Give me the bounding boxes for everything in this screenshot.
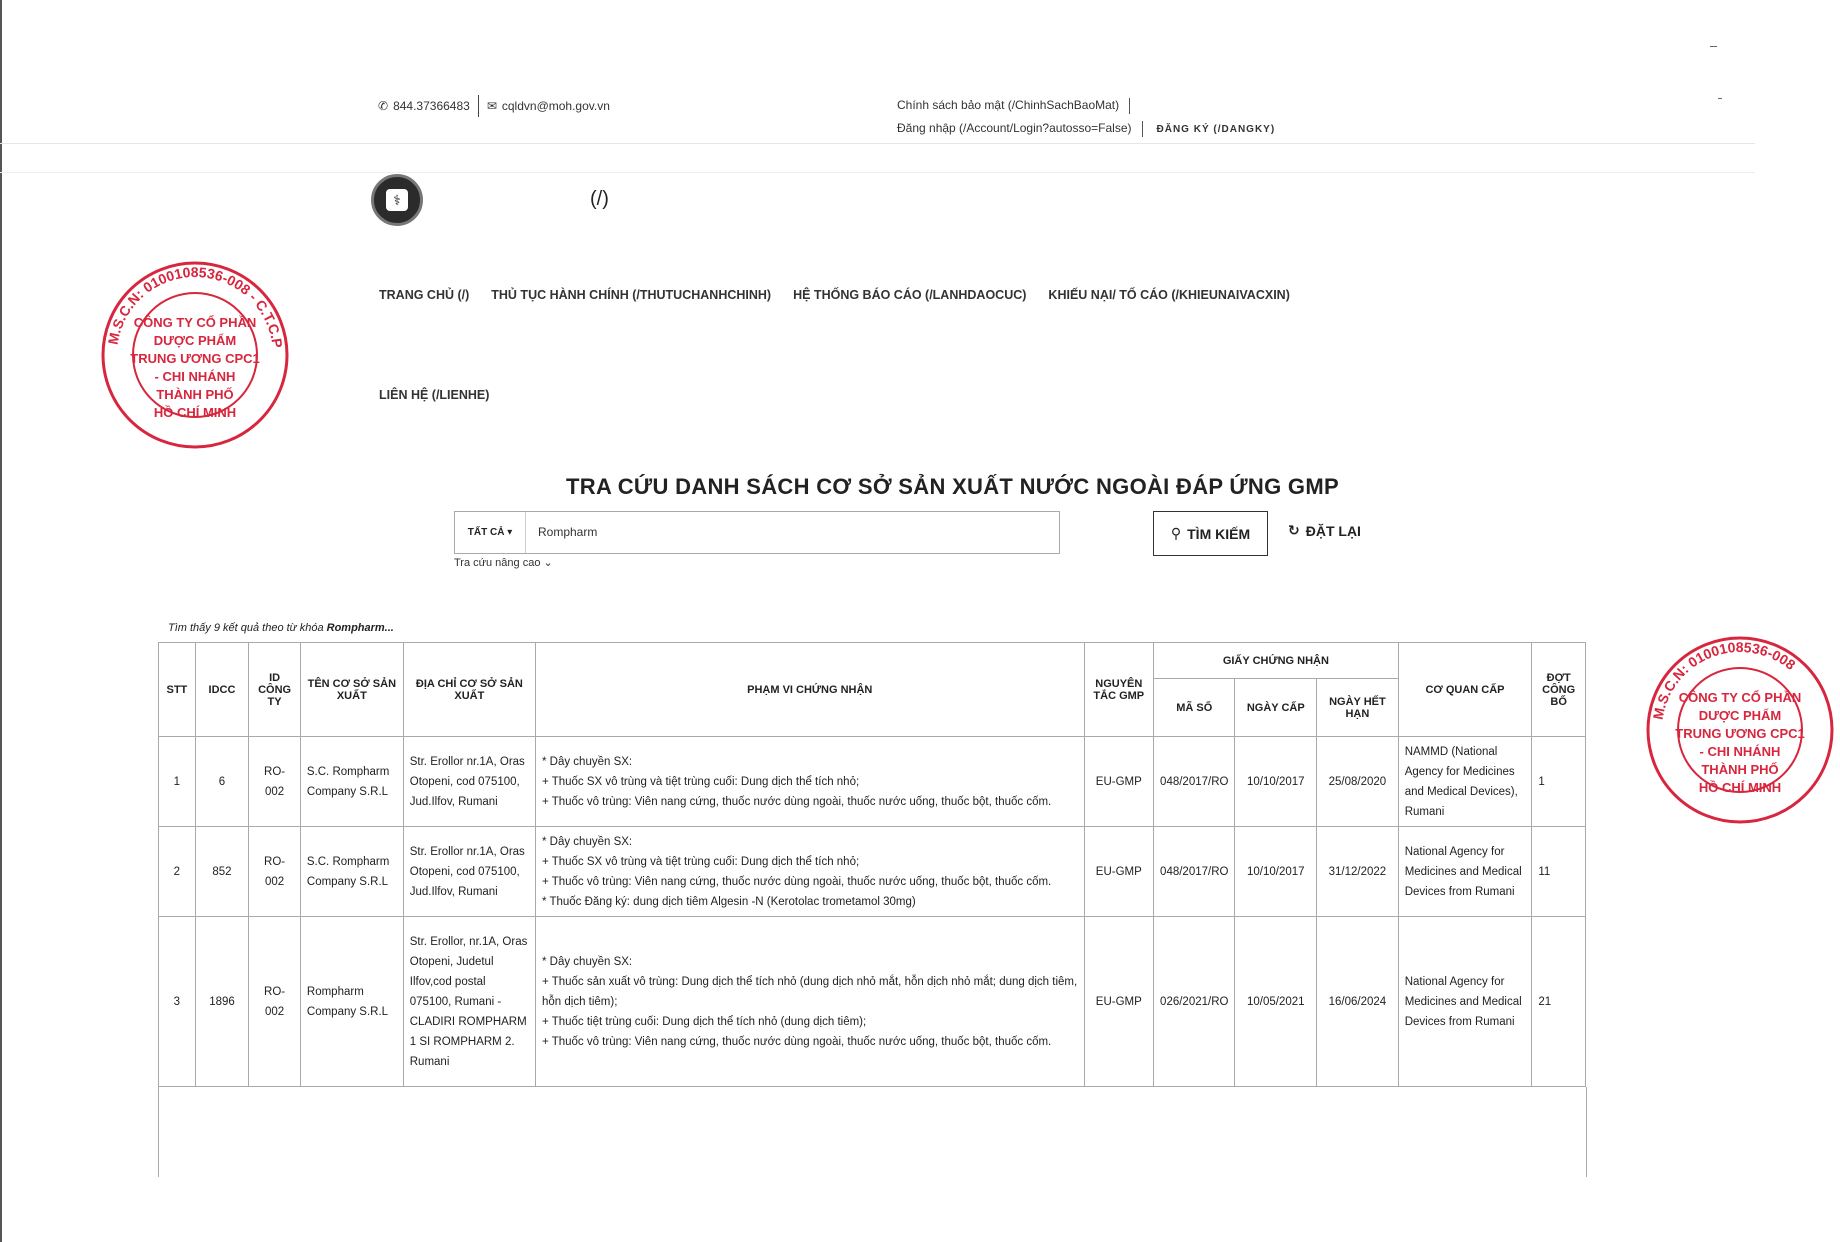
cell-expiry-date: 16/06/2024 — [1317, 917, 1399, 1087]
cell-company-id: RO-002 — [249, 737, 301, 827]
cell-issue-date: 10/10/2017 — [1235, 827, 1317, 917]
result-prefix: Tìm thấy 9 kết quả theo từ khóa — [168, 622, 324, 634]
scope-line: + Thuốc tiệt trùng cuối: Dung dịch thể tích nhỏ (dung dịch tiêm); — [541, 1015, 867, 1028]
scope-line: + Thuốc sản xuất vô trùng: Dung dịch thể tích nhỏ (dung dịch nhỏ mắt, hỗn dịch nhỏ mắt; dung dịch tiêm, hỗn dịch tiêm); — [541, 975, 1078, 1008]
cell-address: Str. Erollor nr.1A, Oras Otopeni, cod 075100, Jud.Ilfov, Rumani — [403, 827, 535, 917]
cell-idcc: 1896 — [195, 917, 248, 1087]
col-header-certificate: GIẤY CHỨNG NHẬN — [1154, 643, 1399, 679]
phone-number[interactable]: 844.37366483 — [393, 99, 470, 113]
svg-text:- CHI NHÁNH: - CHI NHÁNH — [154, 369, 236, 384]
svg-text:HỒ CHÍ MINH: HỒ CHÍ MINH — [153, 405, 237, 420]
col-header-company-id: ID CÔNG TY — [249, 643, 301, 737]
search-button-label: TÌM KIẾM — [1187, 525, 1251, 542]
search-button[interactable] — [1153, 511, 1268, 556]
cell-idcc: 852 — [195, 827, 248, 917]
cell-issuer: NAMMD (National Agency for Medicines and Medical Devices), Rumani — [1398, 737, 1532, 827]
nav-item-complaints[interactable]: KHIẾU NẠI/ TỐ CÁO (/KHIEUNAIVACXIN) — [1048, 288, 1290, 302]
cell-facility-name: S.C. Rompharm Company S.R.L — [300, 827, 403, 917]
email-link[interactable]: cqldvn@moh.gov.vn — [501, 99, 610, 113]
cell-issue-date: 10/05/2021 — [1235, 917, 1317, 1087]
cell-batch: 11 — [1532, 827, 1586, 917]
table-row — [159, 827, 1586, 917]
cell-issuer: National Agency for Medicines and Medical Devices from Rumani — [1398, 917, 1532, 1087]
header-divider — [0, 143, 1755, 144]
svg-text:TRUNG ƯƠNG CPC1: TRUNG ƯƠNG CPC1 — [1675, 726, 1805, 741]
svg-text:THÀNH PHỐ: THÀNH PHỐ — [156, 387, 234, 402]
cell-stt: 3 — [159, 917, 196, 1087]
contact-bar — [378, 95, 610, 117]
scope-line: + Thuốc SX vô trùng và tiệt trùng cuối: Dung dịch thể tích nhỏ; — [541, 775, 860, 788]
home-link[interactable]: (/) — [590, 188, 609, 210]
cell-issue-date: 10/10/2017 — [1235, 737, 1317, 827]
svg-text:M.S.C.N: 0100108536-008 - C.T.: M.S.C.N: 0100108536-008 - C.T.C.P — [104, 263, 286, 349]
col-header-stt: STT — [159, 643, 196, 737]
col-header-scope: PHẠM VI CHỨNG NHẬN — [535, 643, 1084, 737]
nav-item-home[interactable]: TRANG CHỦ (/) — [379, 288, 470, 302]
col-header-batch: ĐỢT CÔNG BỐ — [1532, 643, 1586, 737]
cell-cert-number: 026/2021/RO — [1154, 917, 1235, 1087]
cell-address: Str. Erollor, nr.1A, Oras Otopeni, Judetul Ilfov,cod postal 075100, Rumani - CLADIRI ROMPHARM 1 SI ROMPHARM 2. Rumani — [403, 917, 535, 1087]
svg-text:DƯỢC PHẨM: DƯỢC PHẨM — [153, 333, 237, 348]
col-header-idcc: IDCC — [195, 643, 248, 737]
company-stamp — [95, 255, 295, 455]
reset-button-label: ĐẶT LẠI — [1305, 522, 1361, 539]
cell-stt: 1 — [159, 737, 196, 827]
cell-expiry-date: 31/12/2022 — [1317, 827, 1399, 917]
cell-idcc: 6 — [195, 737, 248, 827]
advanced-search-label: Tra cứu nâng cao — [454, 557, 541, 569]
svg-text:CÔNG TY CỔ PHẦN: CÔNG TY CỔ PHẦN — [133, 315, 257, 330]
cell-expiry-date: 25/08/2020 — [1317, 737, 1399, 827]
search-bar — [454, 511, 1060, 554]
table-row — [159, 737, 1586, 827]
refresh-icon: ↻ — [1288, 522, 1300, 538]
cell-address: Str. Erollor nr.1A, Oras Otopeni, cod 075100, Jud.Ilfov, Rumani — [403, 737, 535, 827]
results-table — [158, 642, 1586, 1087]
cell-scope — [535, 737, 1084, 827]
divider — [1142, 121, 1143, 137]
cell-scope — [535, 827, 1084, 917]
login-link[interactable]: Đăng nhập (/Account/Login?autosso=False) — [897, 121, 1132, 135]
divider — [478, 95, 479, 117]
cell-gmp: EU-GMP — [1084, 917, 1154, 1087]
cell-cert-number: 048/2017/RO — [1154, 737, 1235, 827]
svg-text:THÀNH PHỐ: THÀNH PHỐ — [1701, 762, 1779, 777]
cell-gmp: EU-GMP — [1084, 827, 1154, 917]
nav-item-reports[interactable]: HỆ THỐNG BÁO CÁO (/LANHDAOCUC) — [793, 288, 1027, 302]
svg-text:HỒ CHÍ MINH: HỒ CHÍ MINH — [1698, 780, 1782, 795]
reset-button[interactable] — [1288, 522, 1361, 539]
header-divider — [0, 172, 1755, 173]
account-links — [897, 94, 1275, 141]
phone-icon: ✆ — [378, 99, 389, 113]
col-header-facility-name: TÊN CƠ SỞ SẢN XUẤT — [300, 643, 403, 737]
svg-text:CÔNG TY CỔ PHẦN: CÔNG TY CỔ PHẦN — [1678, 690, 1802, 705]
nav-item-contact[interactable]: LIÊN HỆ (/LIENHE) — [379, 388, 490, 402]
result-summary — [168, 622, 394, 634]
privacy-link[interactable]: Chính sách bảo mật (/ChinhSachBaoMat) — [897, 98, 1120, 112]
ministry-logo[interactable] — [371, 174, 423, 226]
search-input[interactable] — [526, 513, 1059, 552]
cell-company-id: RO-002 — [249, 827, 301, 917]
cell-batch: 1 — [1532, 737, 1586, 827]
cell-issuer: National Agency for Medicines and Medical Devices from Rumani — [1398, 827, 1532, 917]
scan-mark — [1710, 46, 1717, 47]
cell-cert-number: 048/2017/RO — [1154, 827, 1235, 917]
scope-line: * Dây chuyền SX: — [541, 955, 633, 968]
scope-line: + Thuốc vô trùng: Viên nang cứng, thuốc nước dùng ngoài, thuốc nước uống, thuốc bột, thuốc cốm. — [541, 795, 1052, 808]
category-dropdown[interactable] — [455, 512, 526, 553]
chevron-down-icon: ⌄ — [543, 557, 553, 569]
advanced-search-toggle[interactable] — [454, 556, 553, 569]
svg-text:DƯỢC PHẨM: DƯỢC PHẨM — [1698, 708, 1782, 723]
col-header-address: ĐỊA CHỈ CƠ SỞ SẢN XUẤT — [403, 643, 535, 737]
scope-line: * Dây chuyền SX: — [541, 755, 633, 768]
page-title: TRA CỨU DANH SÁCH CƠ SỞ SẢN XUẤT NƯỚC NGOÀI ĐÁP ỨNG GMP — [566, 474, 1339, 499]
table-row — [159, 917, 1586, 1087]
col-header-issuer: CƠ QUAN CẤP — [1398, 643, 1532, 737]
divider — [1129, 98, 1130, 114]
category-label: TẤT CẢ — [467, 527, 505, 538]
nav-item-procedures[interactable]: THỦ TỤC HÀNH CHÍNH (/THUTUCHANHCHINH) — [491, 288, 772, 302]
cell-facility-name: S.C. Rompharm Company S.R.L — [300, 737, 403, 827]
cell-scope — [535, 917, 1084, 1087]
mail-icon: ✉ — [486, 99, 497, 113]
search-icon: ⚲ — [1170, 525, 1182, 541]
col-header-issue-date: NGÀY CẤP — [1235, 679, 1317, 737]
col-header-gmp: NGUYÊN TẮC GMP — [1084, 643, 1154, 737]
scan-mark — [1718, 98, 1722, 99]
scope-line: + Thuốc SX vô trùng và tiệt trùng cuối: Dung dịch thể tích nhỏ; — [541, 855, 860, 868]
svg-text:TRUNG ƯƠNG CPC1: TRUNG ƯƠNG CPC1 — [130, 351, 260, 366]
main-nav — [379, 288, 1290, 302]
col-header-cert-number: MÃ SỐ — [1154, 679, 1235, 737]
cell-facility-name: Rompharm Company S.R.L — [300, 917, 403, 1087]
scope-line: * Thuốc Đăng ký: dung dịch tiêm Algesin -N (Kerotolac trometamol 30mg) — [541, 895, 916, 908]
cell-gmp: EU-GMP — [1084, 737, 1154, 827]
cell-company-id: RO-002 — [249, 917, 301, 1087]
scope-line: + Thuốc vô trùng: Viên nang cứng, thuốc nước dùng ngoài, thuốc nước uống, thuốc bột, thuốc cốm. — [541, 1035, 1052, 1048]
svg-text:- CHI NHÁNH: - CHI NHÁNH — [1699, 744, 1781, 759]
table-empty-area — [158, 1087, 1587, 1177]
svg-text:M.S.C.N: 0100108536-008: M.S.C.N: 0100108536-008 — [1649, 638, 1799, 721]
scope-line: + Thuốc vô trùng: Viên nang cứng, thuốc nước dùng ngoài, thuốc nước uống, thuốc bột, thuốc cốm. — [541, 875, 1052, 888]
cell-batch: 21 — [1532, 917, 1586, 1087]
scan-edge — [0, 0, 2, 1242]
company-stamp-partial — [1640, 630, 1840, 830]
cell-stt: 2 — [159, 827, 196, 917]
result-keyword: Rompharm... — [326, 622, 394, 634]
register-link[interactable]: ĐĂNG KÝ (/DANGKY) — [1156, 124, 1276, 135]
caret-down-icon: ▾ — [507, 527, 513, 538]
scope-line: * Dây chuyền SX: — [541, 835, 633, 848]
col-header-expiry-date: NGÀY HẾT HẠN — [1317, 679, 1399, 737]
caduceus-icon: ⚕ — [386, 189, 408, 211]
